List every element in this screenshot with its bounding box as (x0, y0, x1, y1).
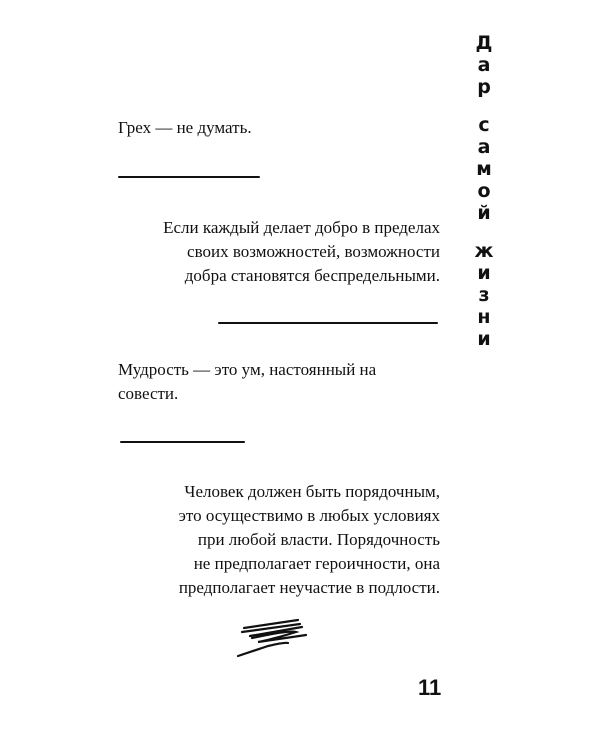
divider-line (120, 441, 245, 443)
quote-line: Человек должен быть порядочным, (184, 482, 440, 501)
quote-3 (118, 358, 376, 406)
quote-line: предполагает неучастие в подлости. (178, 578, 440, 597)
quote-4 (179, 480, 440, 600)
quote-line: Грех — не думать. (118, 118, 252, 137)
quote-line: своих возможностей, возможности (187, 242, 440, 261)
quote-line: при любой власти. Порядочность (197, 530, 440, 549)
running-title-vertical (472, 32, 496, 366)
quote-line: Мудрость — это ум, настоянный на (118, 360, 377, 379)
title-word: самой (473, 114, 495, 224)
quote-1 (118, 116, 252, 140)
divider-line (218, 322, 438, 324)
quote-line: совести. (118, 384, 179, 403)
divider-line (118, 176, 260, 178)
quote-line: добра становятся беспредельными. (184, 266, 440, 285)
quote-line: Если каждый делает добро в пределах (163, 218, 440, 237)
scribble-ornament (230, 612, 330, 662)
quote-2 (163, 216, 440, 288)
quote-line: не предполагает героичности, она (193, 554, 440, 573)
title-word: жизни (473, 240, 495, 350)
title-word: Дар (473, 32, 495, 98)
page-number: 11 (418, 675, 442, 700)
quote-line: это осуществимо в любых условиях (178, 506, 440, 525)
